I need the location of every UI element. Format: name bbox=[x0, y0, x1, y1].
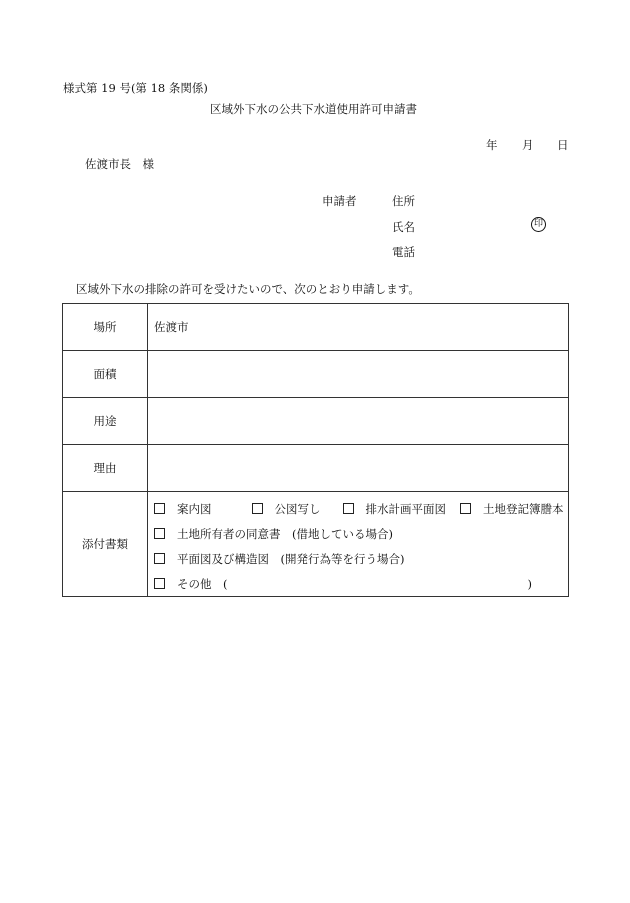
application-table bbox=[62, 303, 569, 597]
form-number: 様式第 19 号(第 18 条関係) bbox=[63, 81, 208, 95]
structure-plan-checkbox[interactable] bbox=[154, 553, 165, 564]
purpose-value[interactable] bbox=[148, 398, 569, 445]
reason-row bbox=[63, 445, 569, 492]
location-value[interactable]: 佐渡市 bbox=[148, 304, 569, 351]
other-label: その他 ( bbox=[177, 576, 228, 591]
document-title: 区域外下水の公共下水道使用許可申請書 bbox=[210, 102, 417, 116]
attachments-row bbox=[63, 492, 569, 597]
date-month-label: 月 bbox=[522, 138, 534, 152]
seal-mark: 印 bbox=[531, 217, 546, 232]
land-register-checkbox[interactable] bbox=[460, 503, 471, 514]
attachments-list bbox=[148, 492, 569, 597]
name-label: 氏名 bbox=[392, 220, 415, 234]
location-row bbox=[63, 304, 569, 351]
applicant-label: 申請者 bbox=[322, 194, 357, 208]
site-map-checkbox[interactable] bbox=[154, 503, 165, 514]
purpose-row bbox=[63, 398, 569, 445]
addressee: 佐渡市長 様 bbox=[85, 157, 154, 171]
cadastral-map-checkbox[interactable] bbox=[252, 503, 263, 514]
date-year-label: 年 bbox=[486, 138, 498, 152]
owner-consent-checkbox[interactable] bbox=[154, 528, 165, 539]
purpose-label: 用途 bbox=[63, 398, 148, 445]
location-label: 場所 bbox=[63, 304, 148, 351]
land-register-label: 土地登記簿謄本 bbox=[483, 501, 564, 516]
owner-consent-label: 土地所有者の同意書 (借地している場合) bbox=[177, 526, 393, 541]
other-close-paren: ) bbox=[527, 576, 532, 591]
intro-text: 区域外下水の排除の許可を受けたいので、次のとおり申請します。 bbox=[76, 282, 420, 296]
phone-label: 電話 bbox=[392, 245, 415, 259]
drainage-plan-checkbox[interactable] bbox=[343, 503, 354, 514]
attachments-label: 添付書類 bbox=[63, 492, 148, 597]
area-label: 面積 bbox=[63, 351, 148, 398]
cadastral-map-label: 公図写し bbox=[274, 501, 321, 516]
drainage-plan-label: 排水計画平面図 bbox=[365, 501, 446, 516]
area-row bbox=[63, 351, 569, 398]
reason-value[interactable] bbox=[148, 445, 569, 492]
site-map-label: 案内図 bbox=[177, 501, 212, 516]
address-label: 住所 bbox=[392, 194, 415, 208]
reason-label: 理由 bbox=[63, 445, 148, 492]
area-value[interactable] bbox=[148, 351, 569, 398]
other-input[interactable] bbox=[228, 577, 528, 591]
other-checkbox[interactable] bbox=[154, 578, 165, 589]
structure-plan-label: 平面図及び構造図 (開発行為等を行う場合) bbox=[177, 551, 405, 566]
date-day-label: 日 bbox=[557, 138, 569, 152]
